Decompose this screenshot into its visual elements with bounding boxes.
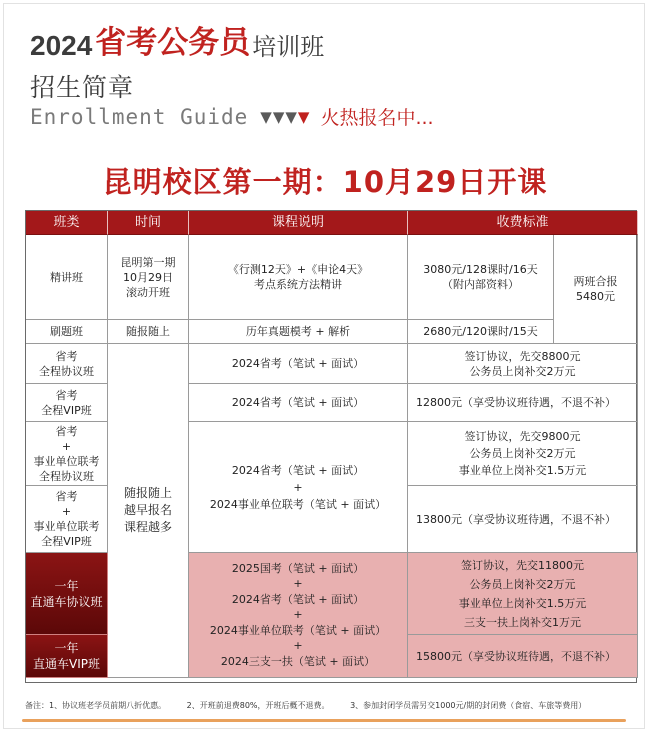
group-time: 随报随上 越早报名 课程越多 — [108, 344, 189, 678]
class-desc: 《行测12天》+《申论4天》 考点系统方法精讲 — [189, 235, 408, 320]
combo-price: 两班合报 5480元 — [554, 235, 638, 344]
class-desc: 2024省考（笔试 + 面试） — [189, 384, 408, 422]
class-fee: 15800元（享受协议班待遇，不退不补） — [408, 635, 638, 678]
class-name: 一年 直通车VIP班 — [26, 635, 108, 678]
bottom-accent-bar — [22, 719, 626, 722]
main-title — [30, 20, 324, 62]
title-tail: 培训班 — [252, 33, 325, 61]
hot-signup-text: 火热报名中... — [320, 107, 434, 129]
tagline — [30, 103, 434, 130]
header-desc: 课程说明 — [189, 211, 408, 235]
class-fee: 签订协议，先交9800元 公务员上岗补交2万元 事业单位上岗补交1.5万元 — [408, 422, 638, 486]
class-fee: 签订协议，先交11800元 公务员上岗补交2万元 事业单位上岗补交1.5万元 三支一扶上岗补交1万元 — [408, 553, 638, 635]
title-year: 2024 — [30, 30, 93, 61]
class-fee: 2680元/120课时/15天 — [408, 320, 554, 344]
title-highlight: 省考公务员 — [95, 25, 251, 61]
class-fee: 13800元（享受协议班待遇，不退不补） — [408, 486, 638, 553]
campus-title: 昆明校区第一期：10月29日开课 — [102, 165, 548, 199]
note-2: 2、开班前退费80%，开班后概不退费。 — [186, 701, 330, 710]
class-name: 省考 + 事业单位联考 全程VIP班 — [26, 486, 108, 553]
footnote — [25, 700, 604, 711]
class-name: 省考 + 事业单位联考 全程协议班 — [26, 422, 108, 486]
class-desc: 2025国考（笔试 + 面试） + 2024省考（笔试 + 面试） + 2024事业单位联考（笔试 + 面试） + 2024三支一扶（笔试 + 面试） — [189, 553, 408, 678]
class-fee: 3080元/128课时/16天 （附内部资料） — [408, 235, 554, 320]
header-time: 时间 — [108, 211, 189, 235]
class-desc: 2024省考（笔试 + 面试） — [189, 344, 408, 384]
fee-table — [25, 210, 637, 683]
class-fee: 签订协议，先交8800元 公务员上岗补交2万元 — [408, 344, 638, 384]
class-name: 刷题班 — [26, 320, 108, 344]
header-fee: 收费标准 — [408, 211, 638, 235]
class-desc: 2024省考（笔试 + 面试） + 2024事业单位联考（笔试 + 面试） — [189, 422, 408, 553]
subtitle: 招生简章 — [30, 73, 135, 102]
header-class: 班类 — [26, 211, 108, 235]
class-desc: 历年真题模考 + 解析 — [189, 320, 408, 344]
class-time: 随报随上 — [108, 320, 189, 344]
english-subtitle: Enrollment Guide — [30, 104, 249, 129]
note-3: 3、参加封闭学员需另交1000元/期的封闭费（食宿、车旅等费用） — [350, 701, 587, 710]
note-1: 备注：1、协议班老学员前期八折优惠。 — [25, 701, 167, 710]
class-fee: 12800元（享受协议班待遇，不退不补） — [408, 384, 638, 422]
class-name: 一年 直通车协议班 — [26, 553, 108, 635]
class-time: 昆明第一期 10月29日 滚动开班 — [108, 235, 189, 320]
class-name: 省考 全程VIP班 — [26, 384, 108, 422]
class-name: 精讲班 — [26, 235, 108, 320]
class-name: 省考 全程协议班 — [26, 344, 108, 384]
triangle-arrows-icon: ▼▼▼▼ — [260, 107, 311, 126]
